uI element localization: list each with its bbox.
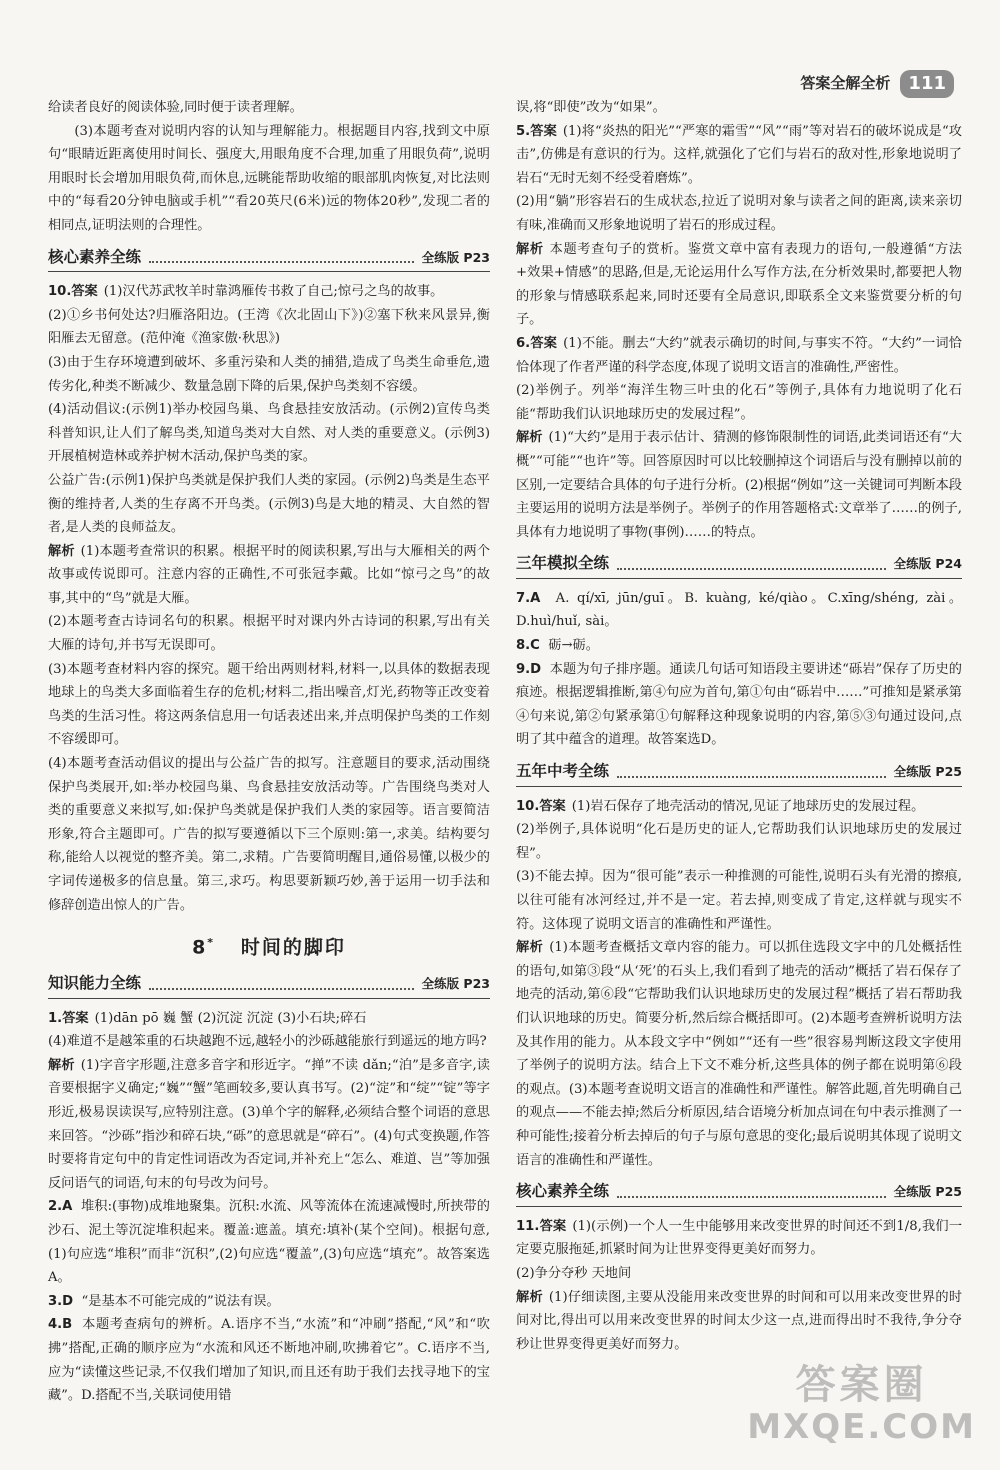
answer-tag: 答案 <box>71 284 98 300</box>
right-column <box>516 96 962 1356</box>
section-edition: 全练版 P24 <box>893 556 962 572</box>
page-header <box>800 70 954 98</box>
answer-block <box>516 795 962 1173</box>
answer-text: (2)用“躺”形容岩石的生成状态,拉近了说明对象与读者之间的距离,读来亲切有味,准确而又形象地说明了岩石的形成过程。 <box>516 194 962 233</box>
section-title: 核心素养全练 <box>48 247 142 266</box>
answer-text: (1)dān pō 巍 蟹 (2)沉淀 沉淀 (3)小石块;碎石 <box>94 1010 367 1026</box>
answer-text: “是基本不可能完成的”说法有误。 <box>81 1293 280 1309</box>
section-header <box>48 972 490 999</box>
question-number: 1. <box>48 1010 63 1026</box>
question-number: 8.C <box>516 638 540 654</box>
answer-text: (1)(示例)一个人一生中能够用来改变世界的时间还不到1/8,我们一定要克服拖延,抓紧时间为让世界变得更美好而努力。 <box>516 1218 963 1258</box>
watermark <box>747 1364 976 1448</box>
header-title: 答案全解全析 <box>800 74 891 92</box>
question-number: 2.A <box>48 1199 73 1215</box>
section-header <box>48 246 490 273</box>
answer-tag: 答案 <box>530 123 557 139</box>
question-number: 10. <box>516 798 540 814</box>
answer-text: (2)争分夺秒 天地间 <box>516 1265 632 1281</box>
analysis-text: (1)仔细读图,主要从没能用来改变世界的时间和可以用来改变世界的时间对比,得出可以用来改变世界的时间太少这一点,进而得出时不我待,争分夺秒让世界变得更美好而努力。 <box>516 1289 963 1352</box>
analysis-text: (1)本题考查概括文章内容的能力。可以抓住选段文字中的几处概括性的语句,如第③段“从‘死’的石头上,我们看到了地壳的活动”概括了岩石保存了地壳的活动,第⑥段“它帮助我们认识地球历史的发展过程”概括了岩石帮助我们认识地球的历史。简要分析,然后综合概括即可。(2)本题考查辨析说明方法及其作用的能力。从本段文字中“例如”“还有一些”很容易判断这段文字使用了举例子的说明方法。结合上下文不难分析,这些具体的例子都在说明第⑥段的观点。(3)本题考查说明文语言的准确性和严谨性。解答此题,首先明确自己的观点——不能去掉;然后分析原因,结合语境分析加点词在句中表示推测了一种可能性;接着分析去掉后的句子与原句意思的变化;最后说明其体现了说明文语言的准确性和严谨性。 <box>516 940 962 1168</box>
section-edition: 全练版 P23 <box>421 976 490 992</box>
analysis-text: 本题考查句子的赏析。鉴赏文章中富有表现力的语句,一般遵循“方法+效果+情感”的思路,但是,无论运用什么写作方法,在分析效果时,都要把人物的形象与情感联系起来,同时还要有全局意识,即联系全文来鉴赏要分析的句子。 <box>516 241 962 328</box>
answer-text: A. qí/xī, jūn/guī。B. kuàng, ké/qiào。C.xīng/shéng, zài。D.huì/huǐ, sài。 <box>516 590 963 630</box>
section-edition: 全练版 P25 <box>893 1184 962 1200</box>
answer-text: (1)不能。删去“大约”就表示确切的时间,与事实不符。“大约”一词恰恰体现了作者严谨的科学态度,体现了说明文语言的准确性,严密性。 <box>516 335 962 375</box>
chapter-title <box>48 931 490 960</box>
section-title: 知识能力全练 <box>48 974 142 993</box>
chapter-name: 时间的脚印 <box>240 936 346 959</box>
question-number: 10. <box>48 284 72 300</box>
analysis-text: (4)本题考查活动倡议的提出与公益广告的拟写。注意题目的要求,活动围绕保护鸟类展开,如:举办校园鸟巢、鸟食悬挂安放活动等。广告围绕鸟类对人类的重要意义来拟写,如:保护鸟类就是保护我们人类的家园等。语言要简洁形象,符合主题即可。广告的拟写要遵循以下三个原则:第一,求美。结构要匀称,能给人以视觉的整齐美。第二,求精。广告要简明醒目,通俗易懂,以极少的字词传递极多的信息量。第三,求巧。构思要新颖巧妙,善于运用一切手法和修辞创造出惊人的广告。 <box>48 756 490 913</box>
answer-block <box>48 1007 490 1196</box>
answer-tag: 答案 <box>539 798 566 814</box>
section-title: 五年中考全练 <box>516 762 610 781</box>
section-header <box>516 1180 962 1207</box>
section-title: 三年模拟全练 <box>516 554 610 573</box>
answer-text: (1)将“炎热的阳光”“严寒的霜雪”“风”“雨”等对岩石的破坏说成是“攻击”,仿佛是有意识的行为。这样,就强化了它们与岩石的敌对性,形象地说明了岩石“无时无刻不经受着磨炼”。 <box>516 123 962 186</box>
answer-text: 本题考查病句的辨析。A.语序不当,“水流”和“冲刷”搭配,“风”和“吹拂”搭配,正确的顺序应为“水流和风还不断地冲刷,吹拂着它”。C.语序不当,应为“读懂这些记录,不仅我们增加了知识,而且还有助于我们去找寻地下的宝藏”。D.搭配不当,关联词使用错 <box>48 1317 490 1404</box>
answer-block <box>516 1215 962 1357</box>
question-number: 9.D <box>516 661 542 677</box>
answer-text: 堆积:(事物)成堆地聚集。沉积:水流、风等流体在流速减慢时,所挟带的沙石、泥土等沉淀堆积起来。覆盖:遮盖。填充:填补(某个空间)。根据句意,(1)句应选“堆积”而非“沉积”,(2)句应选“覆盖”,(3)句应选“填充”。故答案选A。 <box>48 1199 490 1286</box>
section-divider <box>617 568 886 570</box>
answer-text: 本题为句子排序题。通读几句话可知语段主要讲述“砾岩”保存了历史的痕迹。根据逻辑推断,第④句应为首句,第①句由“砾岩中……”可推知是紧承第④句来说,第②句紧承第①句解释这种现象说明的内容,第⑤③句通过设问,点明了其中蕴含的道理。故答案选D。 <box>516 661 962 748</box>
question-number: 7.A <box>516 590 541 606</box>
answer-text: (3)由于生存环境遭到破坏、多重污染和人类的捕猎,造成了鸟类生命垂危,遗传劣化,种类不断减少、数量急剧下降的后果,保护鸟类刻不容缓。 <box>48 354 490 394</box>
analysis-text: (2)本题考查古诗词名句的积累。根据平时对课内外古诗词的积累,写出有关大雁的诗句,并书写无误即可。 <box>48 614 490 654</box>
paragraph: 误,将“即使”改为“如果”。 <box>516 100 666 115</box>
answer-text: (1)汉代苏武牧羊时靠鸿雁传书救了自己;惊弓之鸟的故事。 <box>103 284 444 300</box>
answer-text: (2)①乡书何处达?归雁洛阳边。(王湾《次北固山下》)②塞下秋来风景异,衡阳雁去无留意。(范仲淹《渔家傲·秋思》) <box>48 307 490 347</box>
chapter-number: 8 <box>192 936 208 959</box>
paragraph: (3)本题考查对说明内容的认知与理解能力。根据题目内容,找到文中原句“眼睛近距离使用时间长、强度大,用眼角度不合理,加重了用眼负荷”,说明用眼时长会增加用眼负荷,而休息,远眺能帮助收缩的眼部肌肉恢复,对比法则中的“每看20分钟电脑或手机”“看20英尺(6米)远的物体20秒”,发现二者的相同点,证明法则的合理性。 <box>48 123 490 233</box>
question-number: 6. <box>516 335 531 351</box>
chapter-mark: * <box>207 936 216 950</box>
analysis-tag: 解析 <box>516 430 543 446</box>
answer-text: 砺→砺。 <box>548 638 599 654</box>
analysis-tag: 解析 <box>48 1057 75 1073</box>
analysis-tag: 解析 <box>516 940 544 956</box>
answer-tag: 答案 <box>539 1218 567 1234</box>
analysis-text: (1)字音字形题,注意多音字和形近字。“掸”不读 dǎn;“泊”是多音字,读音要根据字义确定;“巍”“蟹”笔画较多,要认真书写。(2)“淀”和“绽”“锭”等字形近,极易误读误写,应特别注意。(3)单个字的解释,必须结合整个词语的意思来回答。“沙砾”指沙和碎石块,“砾”的意思就是“碎石”。(4)句式变换题,作答时要将肯定句中的肯定性词语改为否定词,并补充上“怎么、难道、岂”等加强反问语气的词语,句末的句号改为问号。 <box>48 1057 490 1191</box>
page-number: 111 <box>900 70 954 98</box>
analysis-tag: 解析 <box>516 241 544 257</box>
answer-block <box>48 280 490 917</box>
section-header <box>516 552 962 579</box>
analysis-tag: 解析 <box>516 1289 543 1305</box>
section-title: 核心素养全练 <box>516 1182 610 1201</box>
section-divider <box>149 261 414 263</box>
paragraph: 给读者良好的阅读体验,同时便于读者理解。 <box>48 100 303 115</box>
question-number: 11. <box>516 1218 540 1234</box>
answer-tag: 答案 <box>530 335 558 351</box>
answer-text: (3)不能去掉。因为“很可能”表示一种推测的可能性,说明石头有光滑的擦痕,以往可能有冰河经过,并不是一定。若去掉,则变成了肯定,这样就与现实不符。这体现了说明文语言的准确性和严谨性。 <box>516 869 962 932</box>
answer-text: (1)岩石保存了地壳活动的情况,见证了地球历史的发展过程。 <box>571 798 925 814</box>
watermark-url: MXQE.COM <box>747 1407 976 1447</box>
left-column <box>48 96 490 1408</box>
watermark-logo: 答案圈 <box>795 1362 928 1408</box>
answer-text: (2)举例子。列举“海洋生物三叶虫的化石”等例子,具体有力地说明了化石能“帮助我们认识地球历史的发展过程”。 <box>516 383 962 422</box>
analysis-text: (1)“大约”是用于表示估计、猜测的修饰限制性的词语,此类词语还有“大概”“可能”“也许”等。回答原因时可以比较删掉这个词语后与没有删掉以前的区别,一定要结合具体的句子进行分析。(2)根据“例如”这一关键词可判断本段主要运用的说明方法是举例子。举例子的作用答题格式:文章举了……的例子,具体有力地说明了事物(事例)……的特点。 <box>516 430 962 540</box>
answer-text: 公益广告:(示例1)保护鸟类就是保护我们人类的家园。(示例2)鸟类是生态平衡的维持者,人类的生存离不开鸟类。(示例3)鸟是大地的精灵、大自然的智者,是人类的良师益友。 <box>48 472 490 536</box>
answer-tag: 答案 <box>62 1010 89 1026</box>
analysis-text: (1)本题考查常识的积累。根据平时的阅读积累,写出与大雁相关的两个故事或传说即可。注意内容的正确性,不可张冠李戴。比如“惊弓之鸟”的故事,其中的“鸟”就是大雁。 <box>48 543 491 606</box>
answer-block <box>516 120 962 332</box>
section-divider <box>617 776 886 778</box>
section-header <box>516 760 962 787</box>
question-number: 3.D <box>48 1293 74 1309</box>
answer-text: (4)活动倡议:(示例1)举办校园鸟巢、鸟食悬挂安放活动。(示例2)宣传鸟类科普知识,让人们了解鸟类,知道鸟类对大自然、对人类的重要意义。(示例3)开展植树造林或养护树木活动,保护鸟类的家。 <box>48 402 490 465</box>
question-number: 4.B <box>48 1317 73 1333</box>
answer-text: (2)举例子,具体说明“化石是历史的证人,它帮助我们认识地球历史的发展过程”。 <box>516 822 962 861</box>
section-divider <box>149 988 414 990</box>
section-edition: 全练版 P25 <box>893 764 962 780</box>
answer-text: (4)难道不是越笨重的石块越跑不远,越轻小的沙砾越能旅行到遥远的地方吗? <box>48 1034 487 1050</box>
answer-block <box>516 332 962 544</box>
question-number: 5. <box>516 123 531 139</box>
analysis-text: (3)本题考查材料内容的探究。题干给出两则材料,材料一,以具体的数据表现地球上的鸟类大多面临着生存的危机;材料二,指出噪音,灯光,药物等正改变着鸟类的生活习性。将这两条信息用一句话表述出来,并点明保护鸟类的工作刻不容缓即可。 <box>48 661 490 748</box>
section-divider <box>617 1196 886 1198</box>
section-edition: 全练版 P23 <box>421 249 490 265</box>
analysis-tag: 解析 <box>48 543 75 559</box>
